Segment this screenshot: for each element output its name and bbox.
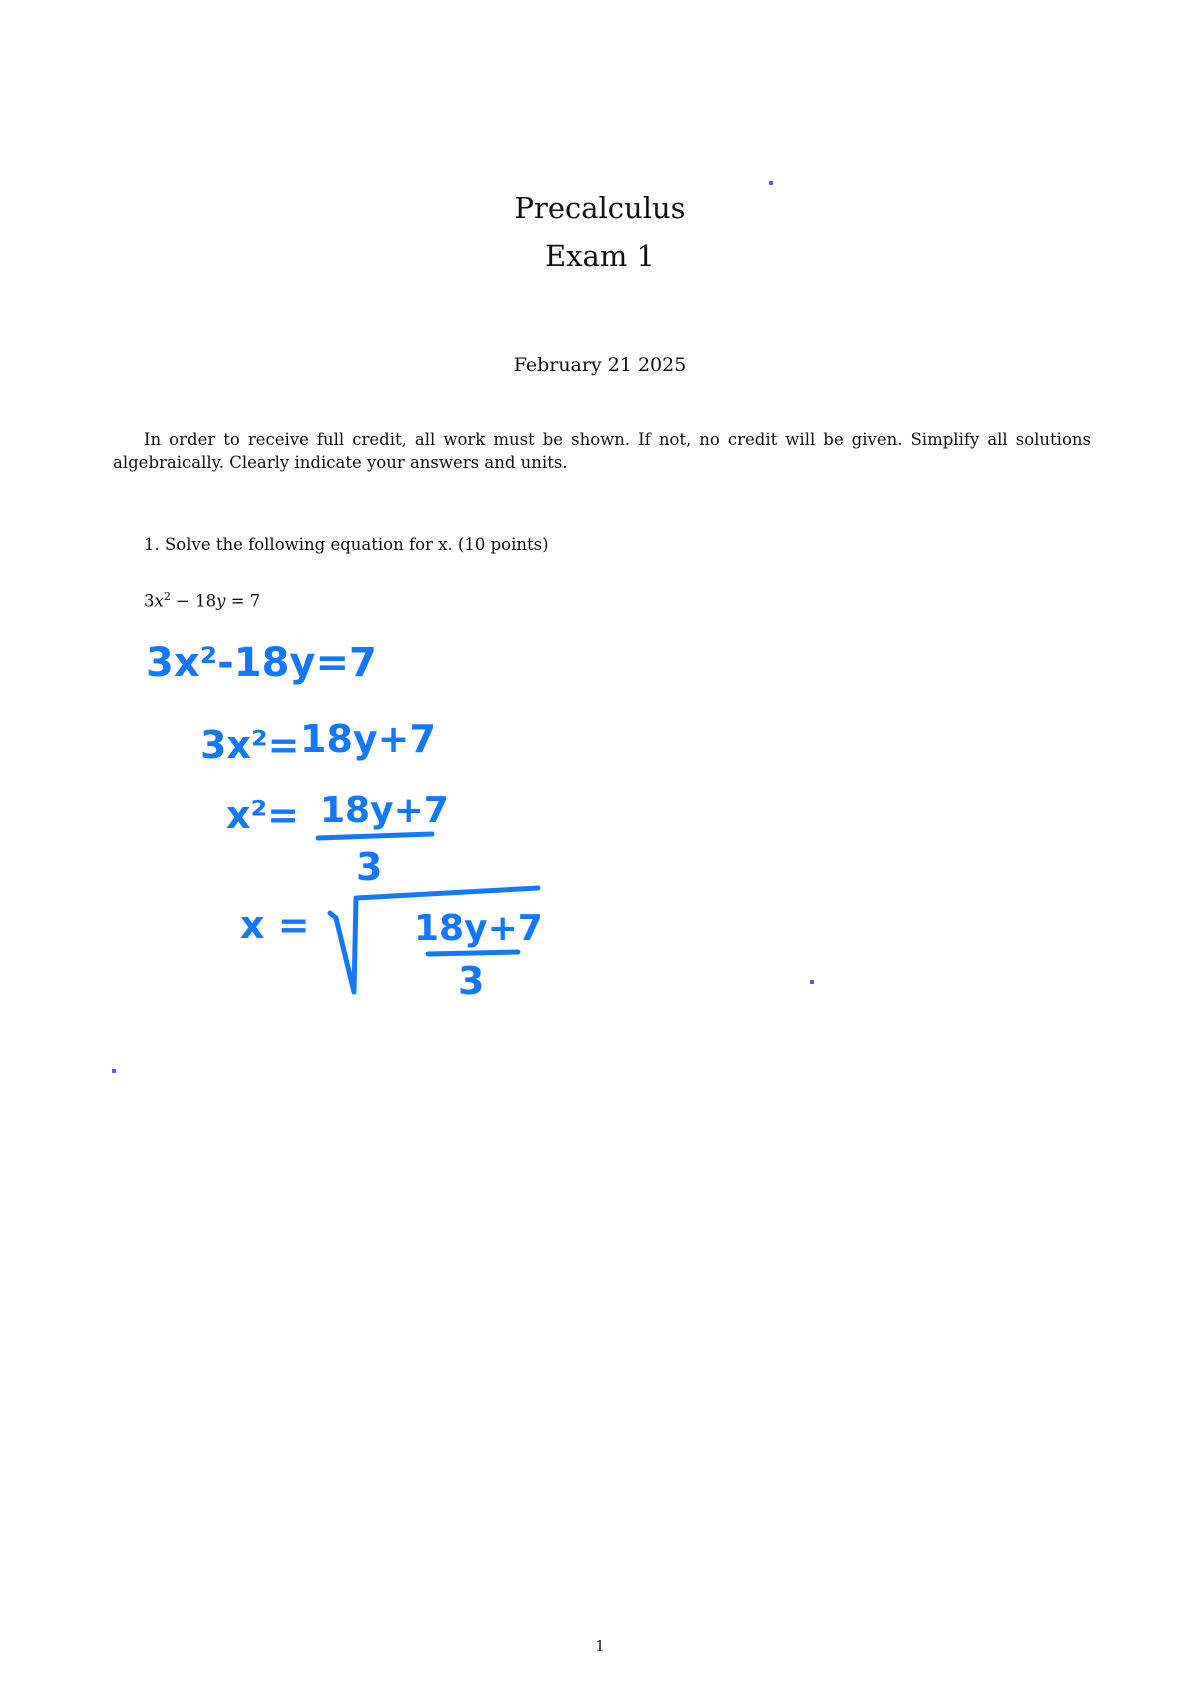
handwritten-line-4-lhs: x = xyxy=(240,903,310,947)
exam-date: February 21 2025 xyxy=(513,354,687,376)
equation-variable-y: y xyxy=(216,591,226,611)
equation-variable-x: x xyxy=(154,591,164,611)
handwritten-line-3-denominator: 3 xyxy=(356,845,383,889)
handwritten-line-3-lhs: x²= xyxy=(226,793,299,837)
handwritten-line-2-rhs: 18y+7 xyxy=(300,717,436,761)
equation-exponent: 2 xyxy=(163,590,171,603)
annotation-dot xyxy=(112,1069,116,1073)
page-title: Precalculus xyxy=(514,191,686,225)
handwritten-line-3-numerator: 18y+7 xyxy=(320,790,449,831)
annotation-dot xyxy=(810,980,814,984)
handwritten-line-1: 3x²-18y=7 xyxy=(146,640,377,686)
question-1-equation xyxy=(144,585,260,614)
page-number: 1 xyxy=(595,1637,605,1655)
page-subtitle: Exam 1 xyxy=(545,239,655,273)
handwritten-solution xyxy=(140,630,560,1010)
instructions-paragraph: In order to receive full credit, all work must be shown. If not, no credit will be given. Simplify all solutions algebraically. Clearly indicate your answers and units. xyxy=(113,430,1091,472)
handwritten-line-4-numerator: 18y+7 xyxy=(414,908,543,949)
question-1-prompt: 1. Solve the following equation for x. (10 points) xyxy=(144,535,549,554)
handwritten-fraction-bar-2 xyxy=(428,952,518,954)
equation-rhs: = 7 xyxy=(225,591,261,611)
handwritten-line-2-lhs: 3x²= xyxy=(200,723,300,767)
handwritten-line-4-denominator: 3 xyxy=(458,959,485,1003)
annotation-dot xyxy=(769,181,773,185)
equation-coefficient: 3 xyxy=(144,591,155,611)
handwritten-fraction-bar-1 xyxy=(318,834,432,838)
equation-operator: − 18 xyxy=(170,591,217,611)
